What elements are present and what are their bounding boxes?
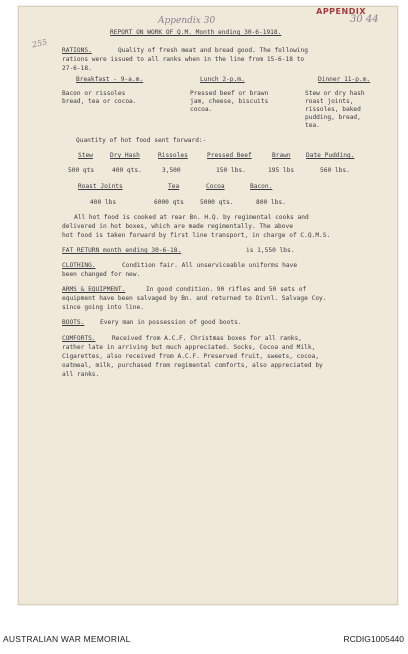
dinner-line: pudding, bread, — [305, 114, 361, 121]
boots-heading: BOOTS. — [62, 319, 85, 326]
boots-text: Every man in possession of good boots. — [100, 319, 242, 326]
fat-return-value: is 1,550 lbs. — [246, 247, 295, 254]
appendix-stamp: APPENDIX — [316, 7, 366, 16]
catalog-id: RCDIG1005440 — [343, 634, 404, 644]
hot-food-value: 500 qts — [68, 167, 95, 174]
handwritten-appendix-note: Appendix 30 — [158, 16, 216, 26]
hot-food-header: Roast Joints — [78, 183, 123, 190]
hot-food-header: Dry Hash — [110, 152, 140, 159]
hot-food-value: 800 lbs. — [256, 199, 286, 206]
report-title: REPORT ON WORK OF Q.M. Month ending 30-6-1918. — [110, 29, 282, 36]
hot-food-value: 6000 qts — [154, 199, 184, 206]
clothing-heading: CLOTHING. — [62, 262, 96, 269]
hot-food-header: Rissoles — [158, 152, 188, 159]
comforts-line-5: all ranks. — [62, 371, 100, 378]
handwritten-margin-number: 255 — [31, 37, 49, 50]
arms-line-2: equipment have been salvaged by Bn. and returned to Divnl. Salvage Coy. — [62, 295, 327, 302]
hot-food-header: Stew — [78, 152, 93, 159]
arms-line-3: since going into line. — [62, 304, 144, 311]
lunch-heading: Lunch 2-p.m. — [200, 76, 245, 83]
hot-food-header: Bacon. — [250, 183, 273, 190]
clothing-line-2: been changed for new. — [62, 271, 141, 278]
hot-food-value: 560 lbs. — [320, 167, 350, 174]
arms-heading: ARMS & EQUIPMENT. — [62, 286, 126, 293]
lunch-line: Pressed beef or brawn — [190, 90, 269, 97]
rations-line-3: 27-6-18. — [62, 65, 92, 72]
dinner-line: rissoles, baked — [305, 106, 361, 113]
comforts-line-2: rather late in arriving but much appreciated. Socks, Cocoa and Milk, — [62, 344, 316, 351]
hot-food-note-2: delivered in hot boxes, which are made regimentally. The above — [62, 223, 293, 230]
breakfast-heading: Breakfast - 9-a.m. — [76, 76, 144, 83]
rations-line-1: Quality of fresh meat and bread good. The following — [118, 47, 308, 54]
rations-heading: RATIONS. — [62, 47, 92, 54]
hot-food-header: Cocoa — [206, 183, 225, 190]
arms-line-1: In good condition. 90 rifles and 50 sets of — [146, 286, 307, 293]
hot-food-value: 400 lbs — [90, 199, 117, 206]
comforts-line-1: Received from A.C.F. Christmas boxes for all ranks, — [112, 335, 302, 342]
dinner-heading: Dinner 11-p.m. — [318, 76, 371, 83]
comforts-line-4: oatmeal, milk, purchased from regimental comforts, also appreciated by — [62, 362, 323, 369]
fat-return-heading: FAT RETURN month ending 30-6-18. — [62, 247, 182, 254]
breakfast-line: bread, tea or cocoa. — [62, 98, 137, 105]
hot-food-header: Brawn — [272, 152, 291, 159]
hot-food-header: Date Pudding. — [306, 152, 355, 159]
hot-food-value: 150 lbs. — [216, 167, 246, 174]
rations-line-2: rations were issued to all ranks when in the line from 15-6-18 to — [62, 56, 305, 63]
hot-food-value: 5000 qts. — [200, 199, 234, 206]
hot-food-header: Tea — [168, 183, 180, 190]
hot-food-value: 400 qts. — [112, 167, 142, 174]
dinner-line: tea. — [305, 122, 320, 129]
dinner-line: roast joints, — [305, 98, 354, 105]
institution-label: AUSTRALIAN WAR MEMORIAL — [3, 634, 131, 644]
dinner-line: Stew or dry hash — [305, 90, 365, 97]
hot-food-note-1: All hot food is cooked at rear Bn. H.Q. by regimental cooks and — [74, 214, 309, 221]
hot-food-value: 195 lbs — [268, 167, 295, 174]
clothing-line-1: Condition fair. All unserviceable uniforms have — [122, 262, 298, 269]
breakfast-line: Bacon or rissoles — [62, 90, 126, 97]
hot-food-header: Pressed Beef — [207, 152, 252, 159]
handwritten-page-number: 30 44 — [350, 14, 379, 25]
comforts-heading: COMFORTS. — [62, 335, 96, 342]
hot-food-note-3: hot food is taken forward by first line transport, in charge of C.Q.M.S. — [62, 232, 331, 239]
hot-food-intro: Quantity of hot food sent forward:- — [76, 137, 207, 144]
comforts-line-3: Cigarettes, also received from A.C.F. Preserved fruit, sweets, cocoa, — [62, 353, 320, 360]
hot-food-value: 3,500 — [162, 167, 181, 174]
lunch-line: cocoa. — [190, 106, 213, 113]
lunch-line: jam, cheese, biscuits — [190, 98, 269, 105]
